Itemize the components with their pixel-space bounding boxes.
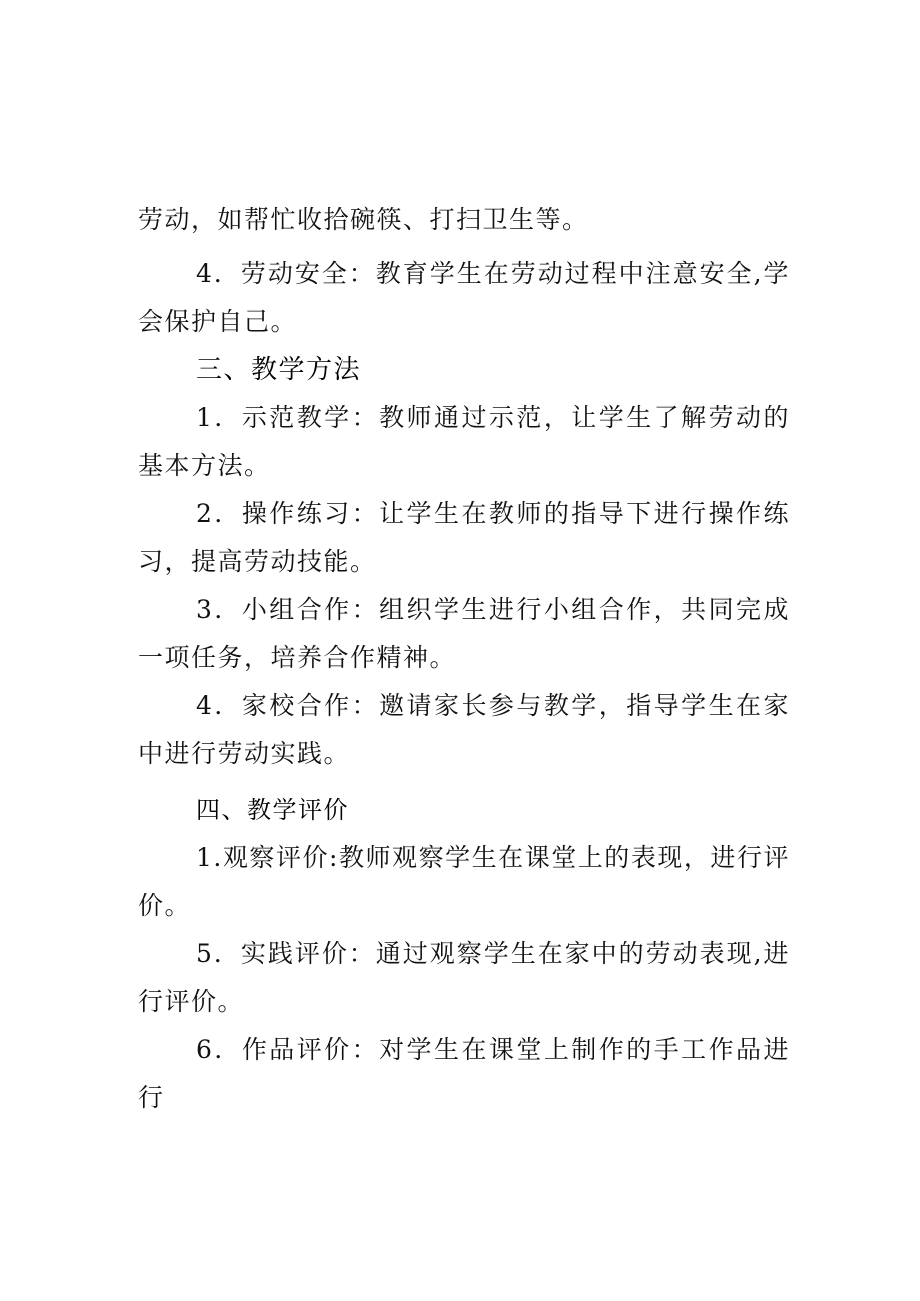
- paragraph-observation-eval: 1.观察评价:教师观察学生在课堂上的表现，进行评价。: [138, 843, 790, 920]
- paragraph-home-school: 4．家校合作：邀请家长参与教学，指导学生在家中进行劳动实践。: [138, 691, 790, 768]
- document-body: [138, 196, 790, 1122]
- section-heading-teaching-methods: 三、教学方法: [196, 355, 362, 385]
- paragraph-continuation: 劳动，如帮忙收拾碗筷、打扫卫生等。: [138, 205, 589, 234]
- paragraph-labor-safety: 4．劳动安全：教育学生在劳动过程中注意安全,学会保护自己。: [138, 259, 790, 336]
- paragraph-practice: 2．操作练习：让学生在教师的指导下进行操作练习，提高劳动技能。: [138, 499, 790, 576]
- section-heading-evaluation: 四、教学评价: [196, 796, 349, 824]
- paragraph-practice-eval: 5．实践评价：通过观察学生在家中的劳动表现,进行评价。: [138, 939, 790, 1016]
- paragraph-demonstration: 1．示范教学：教师通过示范，让学生了解劳动的基本方法。: [138, 403, 790, 480]
- paragraph-group-work: 3．小组合作：组织学生进行小组合作，共同完成一项任务，培养合作精神。: [138, 595, 790, 672]
- paragraph-work-eval: 6．作品评价：对学生在课堂上制作的手工作品进行: [138, 1035, 790, 1112]
